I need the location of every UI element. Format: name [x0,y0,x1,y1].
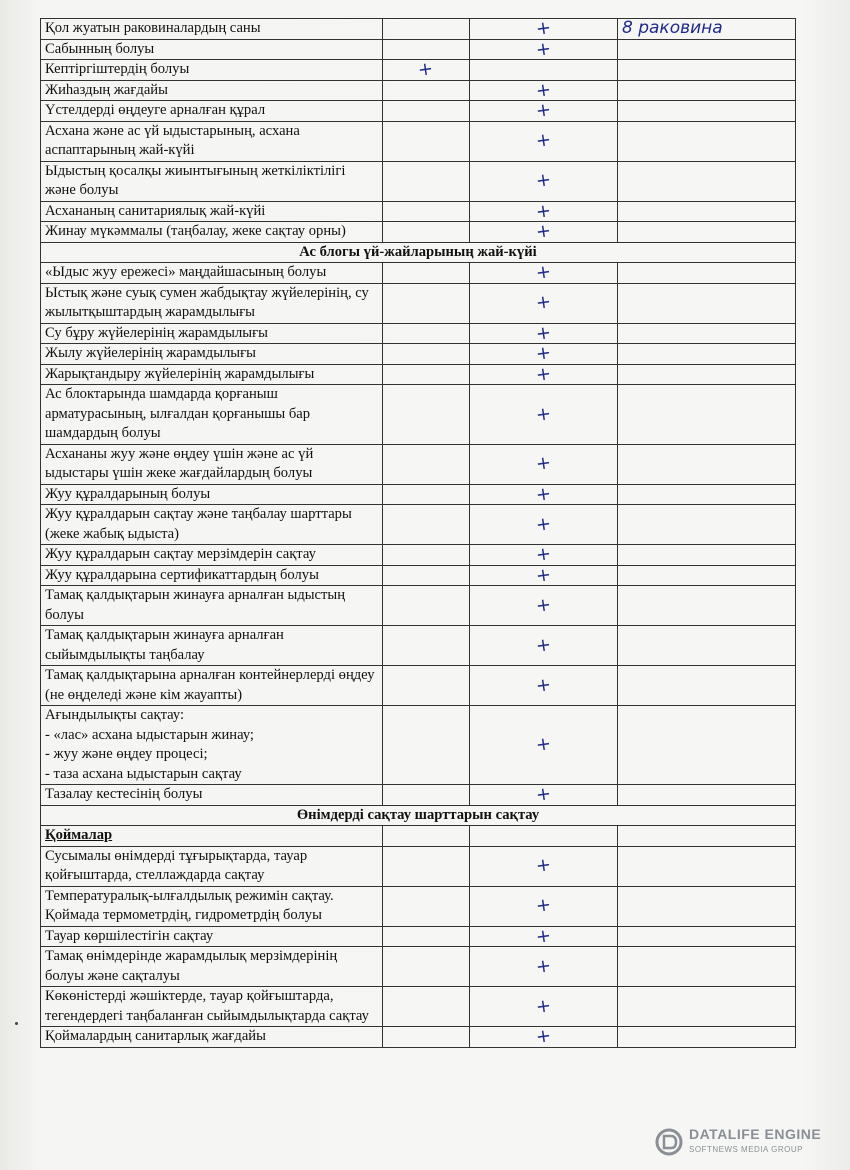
mark-column-a [383,19,470,40]
note-cell [618,626,796,666]
mark-column-a [383,222,470,243]
criterion-label: Қоймалардың санитарлық жағдайы [41,1027,383,1048]
note-cell [618,283,796,323]
mark-column-b [470,484,618,505]
mark-column-b [470,283,618,323]
checklist-row [41,80,796,101]
checklist-row [41,19,796,40]
criterion-label: Сусымалы өнімдерді тұғырықтарда, тауар қойғыштарда, стеллаждарда сақтау [41,846,383,886]
mark-column-b [470,101,618,122]
section-heading: Ас блогы үй-жайларының жай-күйі [41,242,796,263]
mark-column-b [470,987,618,1027]
handwritten-mark: + [534,733,553,757]
mark-column-b [470,80,618,101]
handwritten-mark: + [534,543,553,566]
mark-column-a [383,101,470,122]
note-cell [618,947,796,987]
mark-column-b [470,121,618,161]
handwritten-mark: + [534,563,553,587]
mark-column-a [383,785,470,806]
handwritten-mark: + [534,99,553,122]
mark-column-b [470,706,618,785]
mark-column-a [383,121,470,161]
criterion-label: Жуу құралдарын сақтау мерзімдерін сақтау [41,545,383,566]
watermark-title: DATALIFE ENGINE [689,1126,822,1142]
handwritten-mark: + [534,220,553,243]
mark-column-a [383,886,470,926]
handwritten-mark: + [534,199,553,223]
mark-column-b [470,19,618,40]
checklist-row [41,926,796,947]
mark-column-a [383,926,470,947]
mark-column-b [470,1027,618,1048]
criterion-label: Ағындылықты сақтау: - «лас» асхана ыдыстарын жинау; - жуу және өңдеу процесі; - таза асхана ыдыстарын сақтау [41,706,383,785]
note-cell [618,886,796,926]
note-cell [618,444,796,484]
criterion-label: Тауар көршілестігін сақтау [41,926,383,947]
criterion-label: Тамақ өнімдерінде жарамдылық мерзімдерінің болуы және сақталуы [41,947,383,987]
mark-column-a [383,666,470,706]
checklist-row [41,666,796,706]
mark-column-a [383,1027,470,1048]
criterion-label: Тамақ қалдықтарына арналған контейнерлерді өңдеу (не өңделеді және кім жауапты) [41,666,383,706]
mark-column-b [470,161,618,201]
mark-column-b [470,222,618,243]
note-cell [618,846,796,886]
checklist-row [41,505,796,545]
note-cell [618,161,796,201]
mark-column-b [470,385,618,445]
mark-column-a [383,545,470,566]
checklist-row [41,706,796,785]
mark-column-a [383,60,470,81]
note-cell [618,826,796,847]
checklist-row [41,344,796,365]
note-cell [618,987,796,1027]
note-cell [618,101,796,122]
section-heading-row [41,805,796,826]
handwritten-mark: + [534,321,553,345]
scan-dot [15,1022,18,1025]
handwritten-mark: + [534,994,553,1018]
mark-column-a [383,947,470,987]
checklist-row [41,60,796,81]
criterion-label: Асхананың санитариялық жай-күйі [41,201,383,222]
checklist-row [41,364,796,385]
note-cell [618,926,796,947]
handwritten-mark: + [534,342,553,365]
subsection-row [41,826,796,847]
mark-column-a [383,826,470,847]
criterion-label: Температуралық-ылғалдылық режимін сақтау. Қоймада термометрдің, гидрометрдің болуы [41,886,383,926]
mark-column-a [383,484,470,505]
note-cell [618,1027,796,1048]
mark-column-a [383,263,470,284]
note-cell [618,565,796,586]
mark-column-b [470,886,618,926]
checklist-row [41,545,796,566]
mark-column-a [383,626,470,666]
subsection-heading: Қоймалар [41,826,383,847]
note-cell [618,19,796,40]
mark-column-a [383,444,470,484]
watermark-subtitle: SOFTNEWS MEDIA GROUP [689,1145,804,1154]
checklist-row [41,987,796,1027]
checklist-row [41,263,796,284]
mark-column-b [470,323,618,344]
checklist-row [41,586,796,626]
checklist-row [41,121,796,161]
checklist-row [41,444,796,484]
section-heading: Өнімдерді сақтау шарттарын сақтау [41,805,796,826]
note-cell [618,505,796,545]
mark-column-a [383,505,470,545]
note-cell [618,60,796,81]
handwritten-mark: + [534,291,553,315]
handwritten-mark: + [534,402,553,426]
criterion-label: Үстелдерді өңдеуге арналған құрал [41,101,383,122]
criterion-label: Ыдыстың қосалқы жиынтығының жеткіліктілігі және болуы [41,161,383,201]
note-cell [618,666,796,706]
handwritten-mark: + [534,169,553,193]
note-cell [618,586,796,626]
handwritten-mark: + [534,1025,553,1048]
section-heading-row [41,242,796,263]
mark-column-a [383,385,470,445]
handwritten-mark: + [534,362,553,386]
criterion-label: Ас блоктарында шамдарда қорғаныш арматурасының, ылғалдан қорғанышы бар шамдардың болуы [41,385,383,445]
checklist-row [41,947,796,987]
handwritten-mark: + [417,58,435,81]
mark-column-a [383,364,470,385]
note-cell [618,39,796,60]
mark-column-b [470,39,618,60]
handwritten-mark: + [534,129,553,153]
note-cell [618,706,796,785]
criterion-label: Көкөністерді жәшіктерде, тауар қойғыштарда, тегендердегі таңбаланған сыйымдылықтарда сақтау [41,987,383,1027]
handwritten-mark: + [534,954,553,978]
datalife-logo-icon [655,1128,683,1156]
checklist-row [41,201,796,222]
mark-column-b [470,947,618,987]
watermark [655,1126,845,1162]
mark-column-a [383,846,470,886]
note-cell [618,222,796,243]
mark-column-b [470,60,618,81]
mark-column-b [470,785,618,806]
handwritten-mark: + [534,854,553,878]
checklist-row [41,886,796,926]
mark-column-a [383,586,470,626]
handwritten-mark: + [534,17,553,40]
mark-column-a [383,39,470,60]
checklist-row [41,161,796,201]
checklist-row [41,101,796,122]
mark-column-b [470,626,618,666]
handwritten-mark: + [534,894,553,918]
checklist-row [41,785,796,806]
note-cell [618,323,796,344]
mark-column-a [383,706,470,785]
criterion-label: Жуу құралдарына сертификаттардың болуы [41,565,383,586]
note-cell [618,785,796,806]
mark-column-b [470,586,618,626]
note-cell [618,364,796,385]
criterion-label: Жинау мүкәммалы (таңбалау, жеке сақтау орны) [41,222,383,243]
mark-column-b [470,364,618,385]
mark-column-a [383,283,470,323]
note-cell [618,263,796,284]
checklist-row [41,385,796,445]
criterion-label: Қол жуатын раковиналардың саны [41,19,383,40]
criterion-label: Кептіргіштердің болуы [41,60,383,81]
criterion-label: Тамақ қалдықтарын жинауға арналған сыйымдылықты таңбалау [41,626,383,666]
handwritten-mark: + [534,78,553,102]
criterion-label: Асхананы жуу және өңдеу үшін және ас үй ыдыстары үшін жеке жағдайлардың болуы [41,444,383,484]
mark-column-a [383,344,470,365]
handwritten-mark: + [534,924,553,948]
handwritten-mark: + [534,593,553,617]
criterion-label: Сабынның болуы [41,39,383,60]
handwritten-mark: + [534,783,553,806]
handwritten-mark: + [534,512,553,536]
checklist-row [41,283,796,323]
mark-column-b [470,545,618,566]
mark-column-a [383,161,470,201]
criterion-label: Жылу жүйелерінің жарамдылығы [41,344,383,365]
note-cell [618,80,796,101]
mark-column-b [470,846,618,886]
mark-column-b [470,926,618,947]
mark-column-b [470,666,618,706]
note-cell [618,344,796,365]
note-cell [618,484,796,505]
note-cell [618,385,796,445]
criterion-label: Су бұру жүйелерінің жарамдылығы [41,323,383,344]
checklist-row [41,1027,796,1048]
checklist-row [41,39,796,60]
checklist-row [41,626,796,666]
mark-column-a [383,201,470,222]
criterion-label: Тамақ қалдықтарын жинауға арналған ыдыстың болуы [41,586,383,626]
mark-column-a [383,323,470,344]
checklist-row [41,484,796,505]
handwritten-mark: + [534,261,553,284]
mark-column-b [470,565,618,586]
handwritten-mark: + [534,633,553,657]
criterion-label: Асхана және ас үй ыдыстарының, асхана аспаптарының жай-күйі [41,121,383,161]
mark-column-a [383,565,470,586]
mark-column-a [383,80,470,101]
mark-column-b [470,201,618,222]
checklist-row [41,323,796,344]
handwritten-mark: + [534,673,553,697]
mark-column-b [470,505,618,545]
criterion-label: Ыстық және суық сумен жабдықтау жүйелерінің, су жылытқыштардың жарамдылығы [41,283,383,323]
inspection-checklist-table [40,18,796,1048]
mark-column-b [470,826,618,847]
handwritten-mark: + [534,482,553,506]
criterion-label: Жуу құралдарын сақтау және таңбалау шарттары (жеке жабық ыдыста) [41,505,383,545]
mark-column-b [470,263,618,284]
mark-column-b [470,444,618,484]
mark-column-b [470,344,618,365]
criterion-label: Тазалау кестесінің болуы [41,785,383,806]
criterion-label: Жуу құралдарының болуы [41,484,383,505]
mark-column-a [383,987,470,1027]
criterion-label: «Ыдыс жуу ережесі» маңдайшасының болуы [41,263,383,284]
handwritten-mark: + [534,37,553,61]
criterion-label: Жиһаздың жағдайы [41,80,383,101]
checklist-row [41,222,796,243]
criterion-label: Жарықтандыру жүйелерінің жарамдылығы [41,364,383,385]
handwritten-mark: + [534,452,553,476]
handwritten-note: 8 раковина [622,18,723,38]
note-cell [618,545,796,566]
note-cell [618,201,796,222]
checklist-row [41,846,796,886]
checklist-row [41,565,796,586]
note-cell [618,121,796,161]
